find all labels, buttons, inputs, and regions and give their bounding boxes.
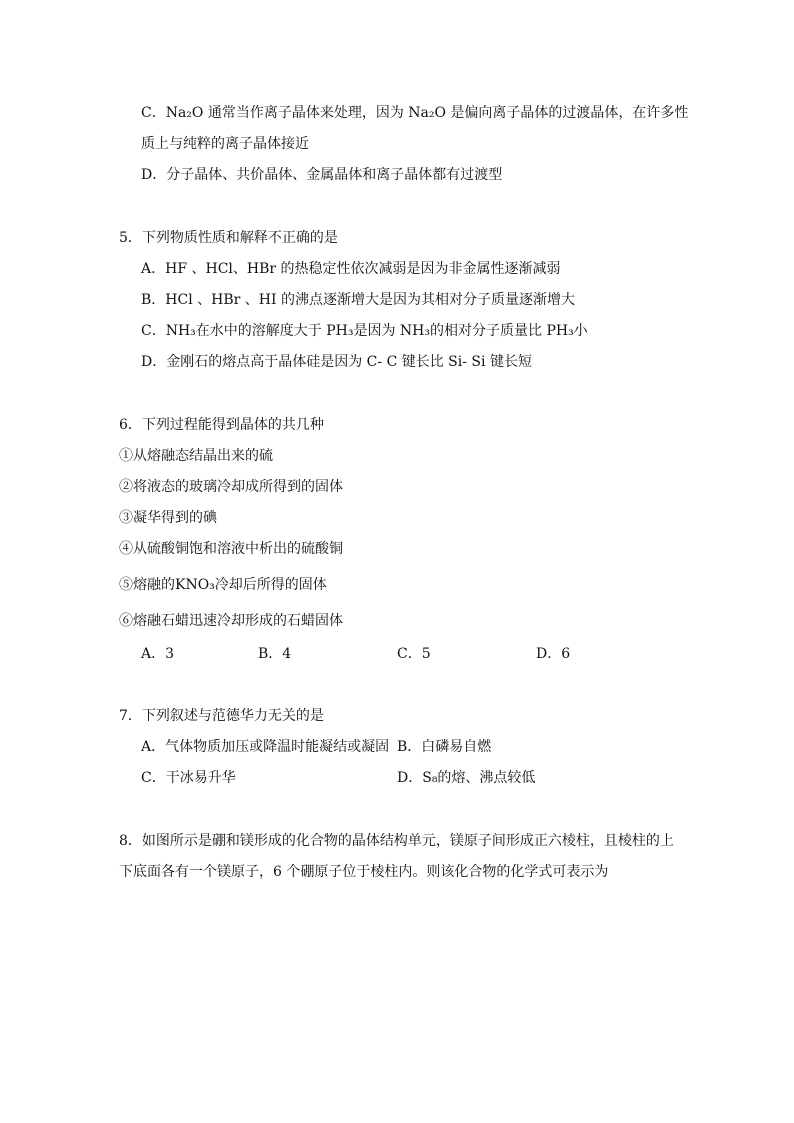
q6-choice-b: B．4: [258, 646, 292, 662]
q5-option-b: B．HCl 、HBr 、HI 的沸点逐渐增大是因为其相对分子质量逐渐增大: [141, 292, 575, 308]
q6-choice-d: D．6: [536, 646, 571, 662]
q7-option-a: A．气体物质加压或降温时能凝结或凝固: [141, 739, 390, 755]
q6-choice-a: A．3: [141, 646, 175, 662]
q5-stem: 5．下列物质性质和解释不正确的是: [119, 230, 338, 246]
q4-option-c-line2: 质上与纯粹的离子晶体接近: [141, 136, 309, 152]
q7-option-c: C．干冰易升华: [141, 770, 236, 786]
q7-option-d: D．S₈的熔、沸点较低: [397, 770, 536, 786]
q6-choice-c: C．5: [397, 646, 431, 662]
q8-stem-line2: 下底面各有一个镁原子，6 个硼原子位于棱柱内。则该化合物的化学式可表示为: [119, 864, 609, 880]
q6-stem: 6．下列过程能得到晶体的共几种: [119, 417, 324, 433]
q6-item: ④从硫酸铜饱和溶液中析出的硫酸铜: [119, 541, 343, 557]
q6-item: ②将液态的玻璃冷却成所得到的固体: [119, 479, 343, 495]
q6-item: ①从熔融态结晶出来的硫: [119, 448, 273, 464]
q6-item: ⑥熔融石蜡迅速冷却形成的石蜡固体: [119, 613, 343, 629]
q8-stem-line1: 8．如图所示是硼和镁形成的化合物的晶体结构单元，镁原子间形成正六棱柱，且棱柱的上: [119, 833, 674, 849]
q4-option-c-line1: C．Na₂O 通常当作离子晶体来处理，因为 Na₂O 是偏向离子晶体的过渡晶体，在许多性: [141, 105, 689, 121]
q6-item: ③凝华得到的碘: [119, 510, 217, 526]
q5-option-c: C．NH₃在水中的溶解度大于 PH₃是因为 NH₃的相对分子质量比 PH₃小: [141, 323, 588, 339]
q5-option-a: A．HF 、HCl、HBr 的热稳定性依次减弱是因为非金属性逐渐减弱: [141, 261, 561, 277]
q7-stem: 7．下列叙述与范德华力无关的是: [119, 708, 324, 724]
q4-option-d: D．分子晶体、共价晶体、金属晶体和离子晶体都有过渡型: [141, 167, 503, 183]
q7-option-b: B．白磷易自燃: [397, 739, 492, 755]
q5-option-d: D．金刚石的熔点高于晶体硅是因为 C- C 键长比 Si- Si 键长短: [141, 354, 532, 370]
q6-item: ⑤熔融的KNO₃冷却后所得的固体: [119, 577, 327, 593]
